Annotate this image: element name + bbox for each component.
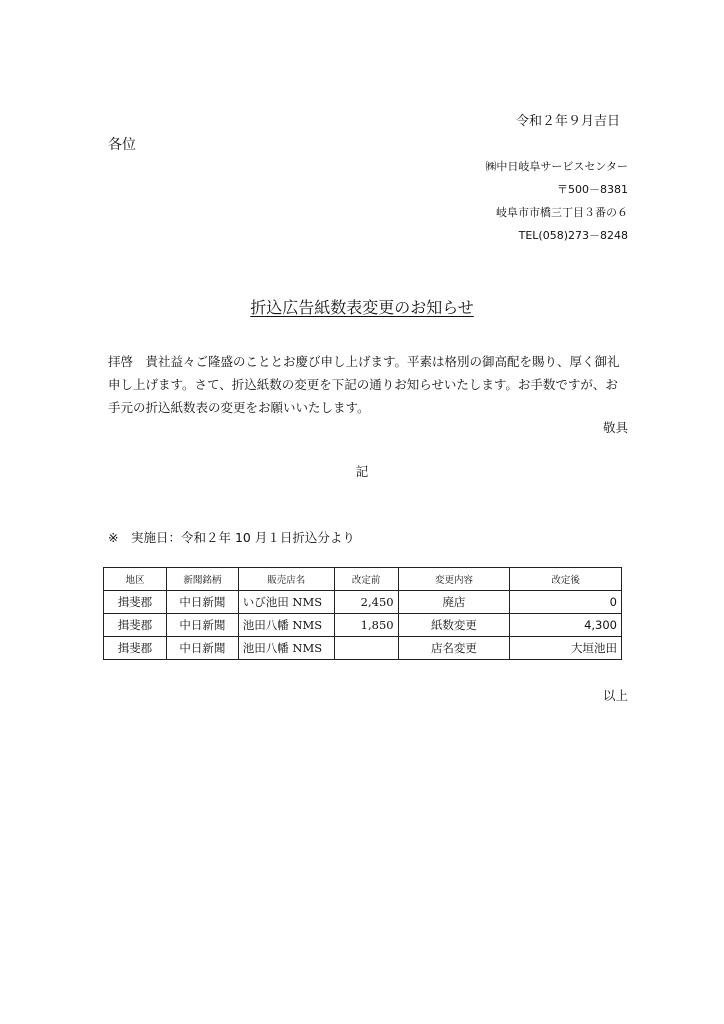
header-change-detail: 変更内容 — [398, 568, 510, 591]
header-newspaper: 新聞銘柄 — [166, 568, 238, 591]
header-store-name: 販売店名 — [238, 568, 334, 591]
body-line: 申し上げます。さて、折込紙数の変更を下記の通りお知らせいたします。お手数ですが、お — [108, 377, 618, 392]
cell-change-detail: 紙数変更 — [398, 614, 510, 637]
cell-change-detail: 店名変更 — [398, 637, 510, 660]
table-row — [104, 637, 622, 660]
closing-word: 敬具 — [602, 420, 628, 435]
cell-store-name: 池田八幡 NMS — [238, 637, 334, 660]
table-row — [104, 614, 622, 637]
body-line: 拝啓 貴社益々ご隆盛のこととお慶び申し上げます。平素は格別の御高配を賜り、厚く御礼 — [108, 354, 620, 369]
cell-store-name: 池田八幡 NMS — [238, 614, 334, 637]
changes-table — [103, 567, 622, 660]
sender-postal-code: 〒500－8381 — [557, 183, 628, 196]
document-title — [0, 295, 724, 318]
body-paragraph — [108, 350, 630, 419]
cell-after: 大垣池田 — [510, 637, 622, 660]
cell-district: 揖斐郡 — [104, 614, 167, 637]
cell-newspaper: 中日新聞 — [166, 591, 238, 614]
sender-phone: TEL(058)273－8248 — [518, 229, 628, 242]
recipient: 各位 — [108, 137, 136, 153]
header-after: 改定後 — [510, 568, 622, 591]
cell-store-name: いび池田 NMS — [238, 591, 334, 614]
sender-address: 岐阜市市橋三丁目３番の６ — [496, 206, 628, 219]
cell-change-detail: 廃店 — [398, 591, 510, 614]
header-before: 改定前 — [334, 568, 398, 591]
cell-before: 2,450 — [334, 591, 398, 614]
header-district: 地区 — [104, 568, 167, 591]
cell-district: 揖斐郡 — [104, 637, 167, 660]
sender-company: ㈱中日岐阜サービスセンター — [485, 160, 628, 173]
cell-before — [334, 637, 398, 660]
cell-district: 揖斐郡 — [104, 591, 167, 614]
document-title-text: 折込広告紙数表変更のお知らせ — [250, 298, 474, 317]
cell-after: 0 — [510, 591, 622, 614]
body-line: 手元の折込紙数表の変更をお願いいたします。 — [108, 400, 370, 415]
cell-newspaper: 中日新聞 — [166, 637, 238, 660]
ki-marker: 記 — [355, 464, 369, 479]
effective-date-note: ※ 実施日：令和２年 10 月１日折込分より — [108, 530, 355, 545]
document-date: 令和２年９月吉日 — [515, 114, 620, 129]
cell-before: 1,850 — [334, 614, 398, 637]
cell-after: 4,300 — [510, 614, 622, 637]
table-row — [104, 591, 622, 614]
cell-newspaper: 中日新聞 — [166, 614, 238, 637]
table-header-row — [104, 568, 622, 591]
end-marker: 以上 — [602, 688, 628, 703]
